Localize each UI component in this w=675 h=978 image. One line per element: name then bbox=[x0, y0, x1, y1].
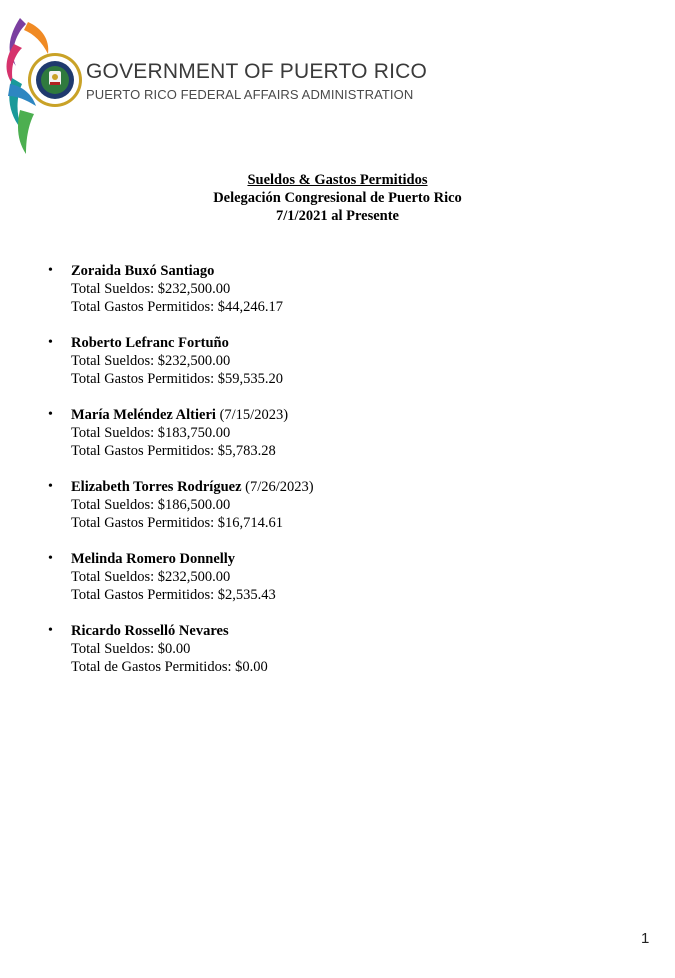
bullet-icon: • bbox=[48, 263, 53, 278]
member-name: Elizabeth Torres Rodríguez bbox=[71, 479, 242, 495]
heading-title: Sueldos & Gastos Permitidos bbox=[247, 172, 428, 188]
total-gastos: Total de Gastos Permitidos: $0.00 bbox=[71, 659, 268, 675]
total-gastos: Total Gastos Permitidos: $59,535.20 bbox=[71, 371, 284, 387]
total-sueldos: Total Sueldos: $232,500.00 bbox=[71, 281, 231, 297]
total-gastos: Total Gastos Permitidos: $44,246.17 bbox=[71, 299, 284, 315]
total-sueldos: Total Sueldos: $0.00 bbox=[71, 641, 191, 657]
list-item bbox=[40, 334, 600, 388]
member-name: Roberto Lefranc Fortuño bbox=[71, 335, 229, 351]
heading-delegation: Delegación Congresional de Puerto Rico bbox=[213, 190, 462, 206]
total-sueldos: Total Sueldos: $232,500.00 bbox=[71, 353, 231, 369]
bullet-icon: • bbox=[48, 407, 53, 422]
list-item bbox=[40, 622, 600, 676]
member-name: Ricardo Rosselló Nevares bbox=[71, 623, 229, 639]
total-sueldos: Total Sueldos: $232,500.00 bbox=[71, 569, 231, 585]
total-sueldos: Total Sueldos: $183,750.00 bbox=[71, 425, 231, 441]
org-title: GOVERNMENT OF PUERTO RICO bbox=[86, 60, 428, 83]
list-item bbox=[40, 406, 600, 460]
member-date: (7/26/2023) bbox=[241, 479, 314, 495]
document-heading bbox=[0, 171, 675, 225]
bullet-icon: • bbox=[48, 479, 53, 494]
member-name: Melinda Romero Donnelly bbox=[71, 551, 236, 567]
member-date: (7/15/2023) bbox=[215, 407, 289, 423]
total-sueldos: Total Sueldos: $186,500.00 bbox=[71, 497, 231, 513]
org-subtitle: PUERTO RICO FEDERAL AFFAIRS ADMINISTRATION bbox=[86, 87, 414, 102]
list-item bbox=[40, 478, 600, 532]
list-item bbox=[40, 550, 600, 604]
total-gastos: Total Gastos Permitidos: $16,714.61 bbox=[71, 515, 284, 531]
bullet-icon: • bbox=[48, 551, 53, 566]
bullet-icon: • bbox=[48, 335, 53, 350]
list-item bbox=[40, 262, 600, 316]
bullet-icon: • bbox=[48, 623, 53, 638]
salary-expense-list bbox=[40, 262, 600, 694]
total-gastos: Total Gastos Permitidos: $5,783.28 bbox=[71, 443, 276, 459]
member-name: María Meléndez Altieri bbox=[71, 407, 216, 423]
total-gastos: Total Gastos Permitidos: $2,535.43 bbox=[71, 587, 276, 603]
page-number: 1 bbox=[641, 930, 650, 947]
letterhead bbox=[0, 0, 675, 160]
member-name: Zoraida Buxó Santiago bbox=[71, 263, 215, 279]
heading-period: 7/1/2021 al Presente bbox=[276, 208, 399, 224]
puerto-rico-seal-logo-icon bbox=[2, 14, 84, 154]
